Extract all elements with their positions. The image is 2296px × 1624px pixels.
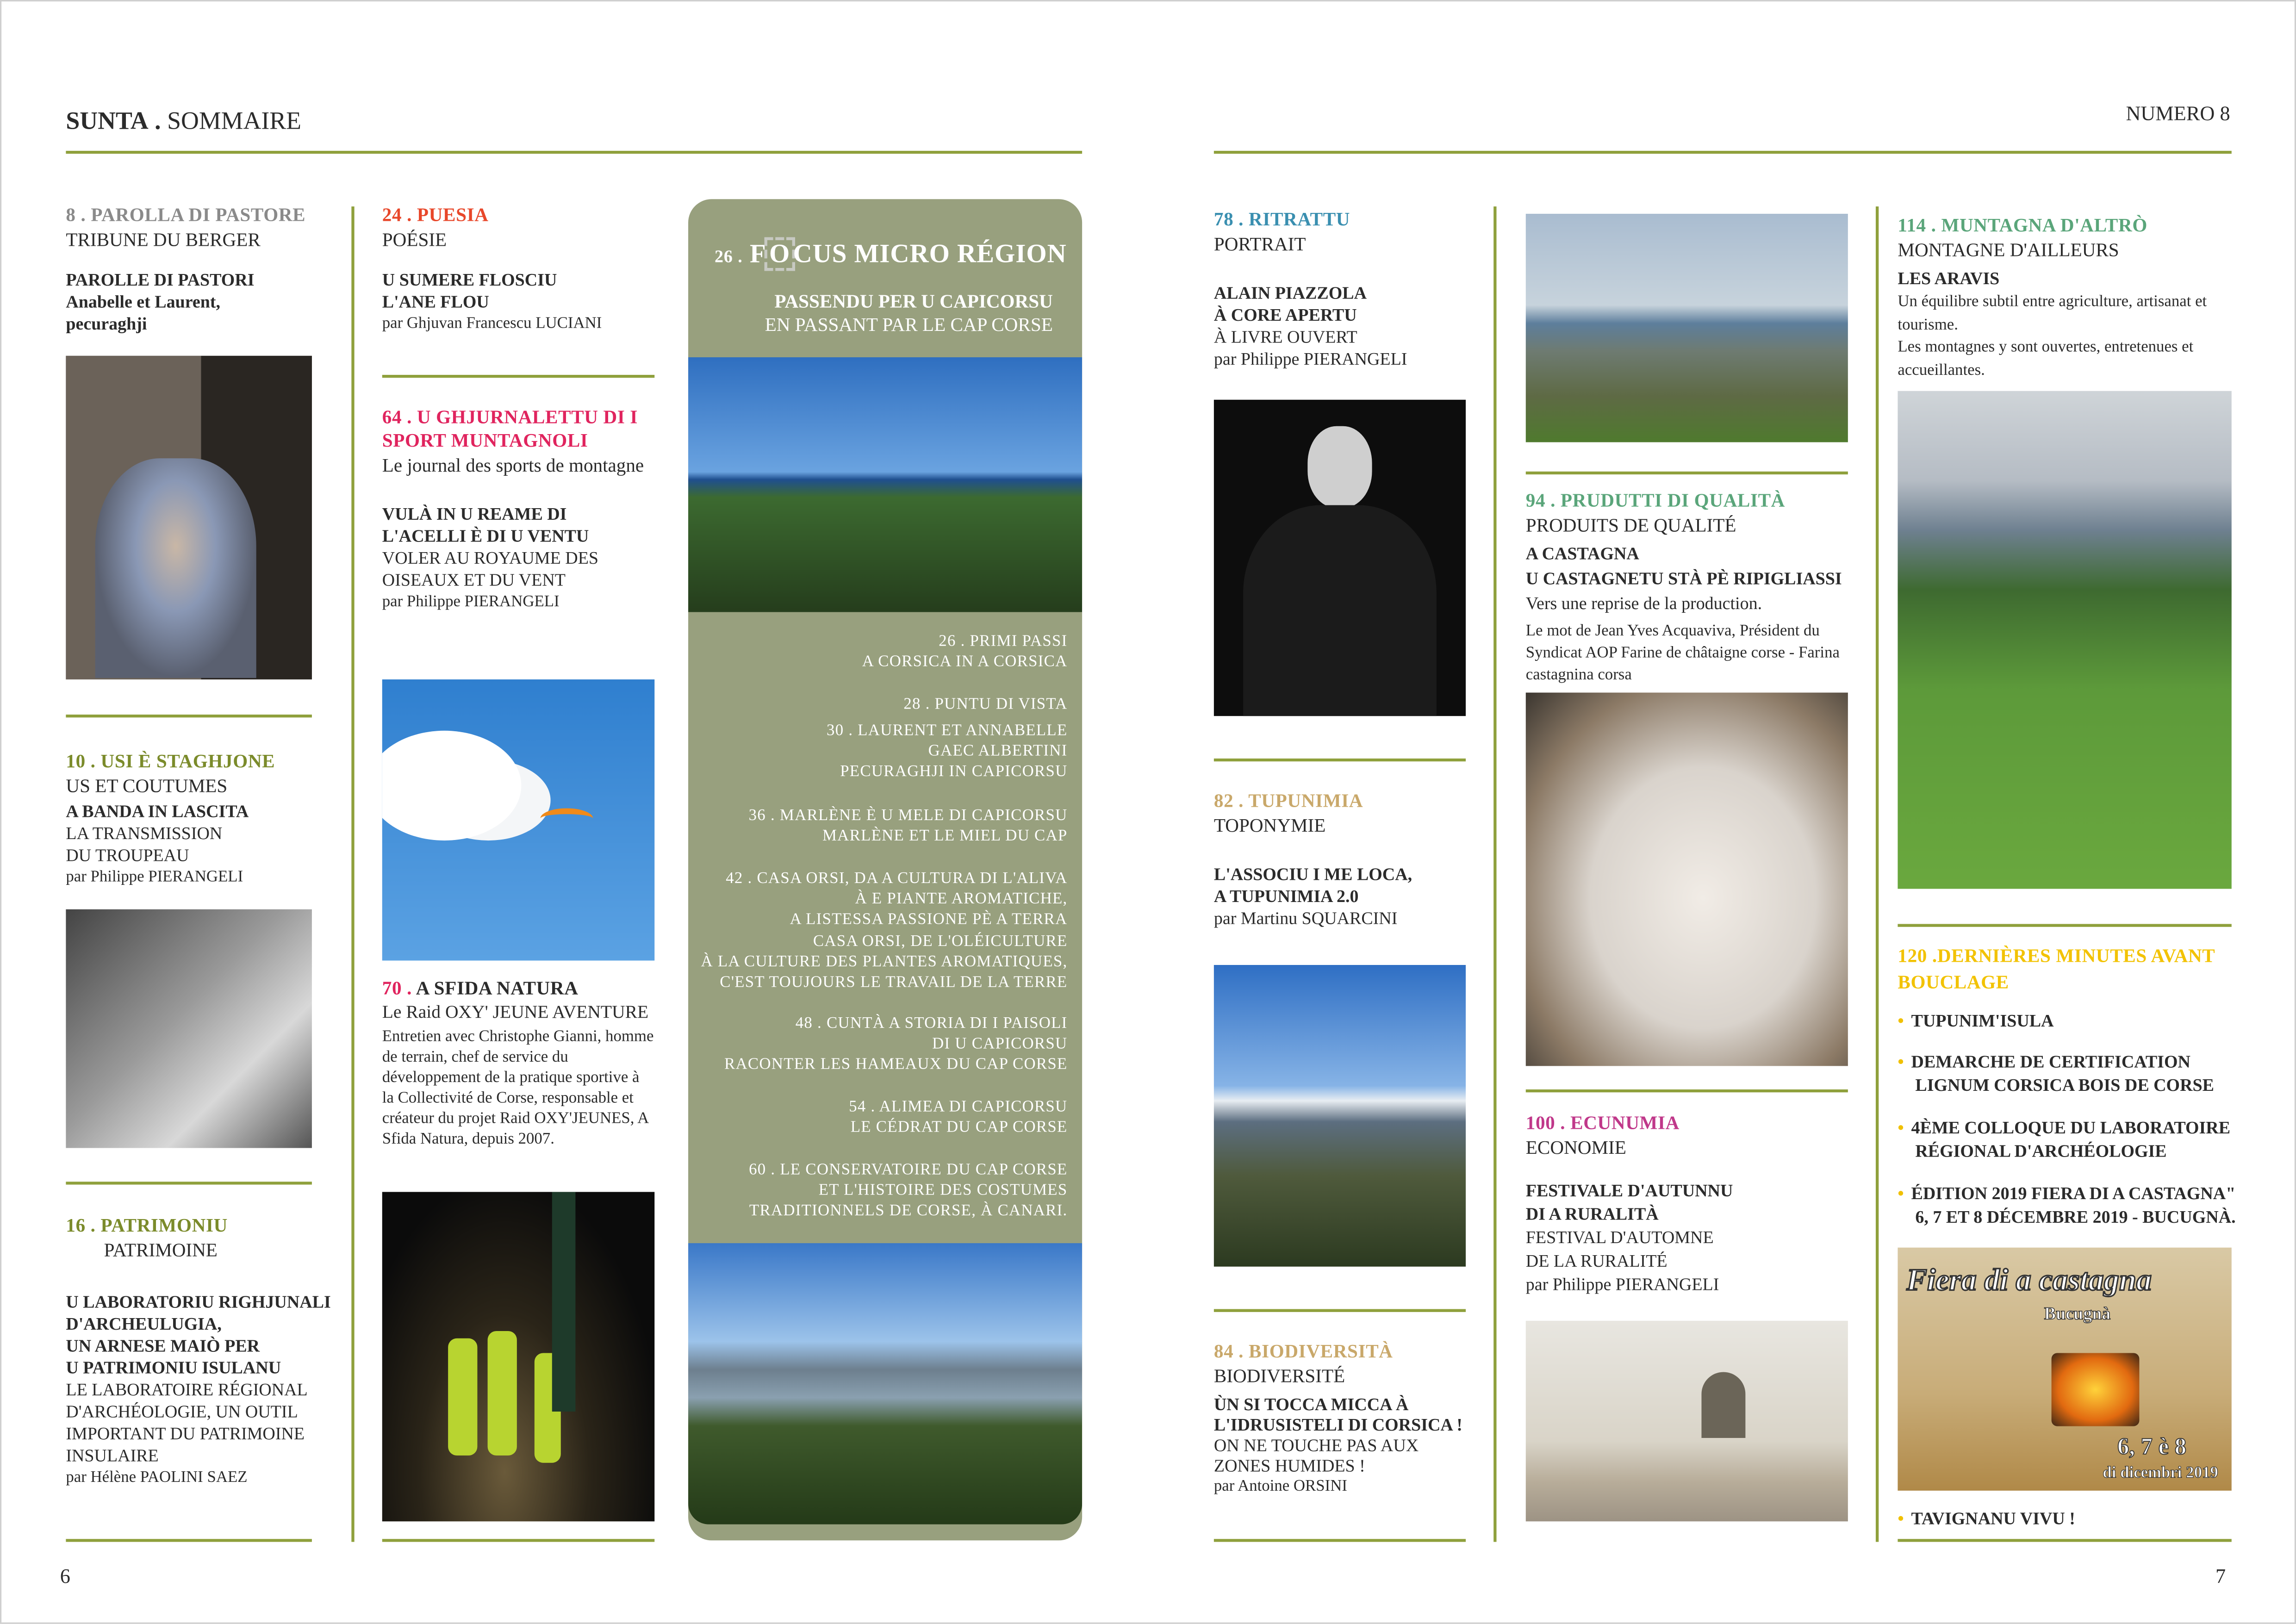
church-gathering-photo	[1526, 1321, 1848, 1521]
decoration	[1307, 426, 1372, 508]
article-line: DU TROUPEAU	[66, 845, 189, 865]
poster-title: Fiera di a castagna	[1906, 1262, 2152, 1298]
section-heading: 10 . USI È STAGHJONE	[66, 749, 275, 772]
article-title: ÙN SI TOCCA MICCA À L'IDRUSISTELI DI CORSICA !	[1213, 1394, 1462, 1435]
author: par Philippe PIERANGELI	[1213, 348, 1407, 369]
article-title: VULÀ IN U REAME DI L'ACELLI È DI U VENTU	[382, 504, 589, 547]
author: par Antoine ORSINI	[1213, 1477, 1347, 1495]
article-line: U PATRIMONIU ISULANU	[66, 1357, 281, 1378]
author: par Philippe PIERANGELI	[66, 868, 243, 886]
section-84[interactable]	[1214, 1340, 1478, 1497]
focus-subtitle-french: EN PASSANT PAR LE CAP CORSE	[765, 313, 1053, 336]
section-subtitle: Le Raid OXY' JEUNE AVENTURE	[382, 1002, 649, 1022]
section-rule	[66, 1539, 312, 1541]
focus-item[interactable]	[903, 694, 1067, 715]
cap-corse-village-photo	[688, 357, 1082, 612]
article-summary: Un équilibre subtil entre agriculture, artisanat et tourisme.	[1898, 292, 2207, 333]
article-summary: Les montagnes y sont ouvertes, entretenues et accueillantes.	[1898, 338, 2194, 379]
poster-dates: 6, 7 è 8	[2117, 1435, 2187, 1460]
bullet-icon: •	[1898, 1117, 1904, 1138]
title-bold: SUNTA	[66, 106, 149, 135]
article-title: L'ASSOCIU I ME LOCA,	[1213, 864, 1412, 884]
article-title: ALAIN PIAZZOLA	[1213, 282, 1367, 303]
bullet-icon: •	[1898, 1010, 1904, 1031]
article-title: FESTIVALE D'AUTUNNU	[1525, 1180, 1733, 1201]
section-24[interactable]	[382, 204, 660, 334]
section-subtitle: MONTAGNE D'AILLEURS	[1898, 238, 2119, 261]
page-title	[66, 107, 301, 136]
list-item[interactable]	[1898, 1182, 2249, 1228]
text-line: TUPUNIM'ISULA	[1911, 1010, 2054, 1031]
text-line: À LA CULTURE DES PLANTES AROMATIQUES,	[701, 953, 1068, 971]
article-line: LE LABORATOIRE RÉGIONAL D'ARCHÉOLOGIE, UN OUTIL IMPORTANT DU PATRIMOINE INSULAIRE	[66, 1379, 307, 1466]
text-line: 60 . LE CONSERVATOIRE DU CAP CORSE	[749, 1161, 1068, 1179]
section-rule	[1898, 1539, 2231, 1541]
text-line: ÉDITION 2019 FIERA DI A CASTAGNA" 6, 7 ET 8 DÉCEMBRE 2019 - BUCUGNÀ.	[1911, 1183, 2236, 1227]
section-subtitle: PATRIMOINE	[104, 1238, 218, 1261]
decoration	[448, 1338, 477, 1456]
header-rule-right	[1214, 151, 2232, 153]
article-line: Anabelle et Laurent,	[66, 291, 221, 312]
article-title: A CASTAGNA	[1525, 543, 1639, 564]
article-summary: Entretien avec Christophe Gianni, homme de terrain, chef de service du développement de la pratique sportive à la Collectivité de Corse, responsable et créateur du projet Raid OXY'JEUNES, A Sfida Natura, depuis 2007.	[382, 1028, 654, 1148]
decoration	[1243, 505, 1437, 716]
text-line: CASA ORSI, DE L'OLÉICULTURE	[813, 932, 1068, 950]
poster-place: Bucugnà	[2044, 1303, 2111, 1324]
section-100[interactable]	[1526, 1111, 1848, 1296]
decoration	[382, 731, 522, 840]
section-rule	[1214, 1309, 1466, 1312]
section-heading: 8 . PAROLLA DI PASTORE	[66, 203, 306, 226]
column-divider	[1493, 206, 1496, 1542]
section-subtitle: BIODIVERSITÉ	[1213, 1364, 1345, 1387]
text-line: DEMARCHE DE CERTIFICATION LIGNUM CORSICA BOIS DE CORSE	[1911, 1051, 2214, 1095]
title-sep: .	[155, 106, 161, 135]
section-heading: 24 . PUESIA	[382, 203, 489, 226]
list-item[interactable]	[1898, 1507, 2227, 1531]
chestnut-flour-photo	[1526, 693, 1848, 1066]
section-subtitle: US ET COUTUMES	[66, 774, 228, 797]
focus-item[interactable]	[749, 805, 1068, 847]
text-line: RACONTER LES HAMEAUX DU CAP CORSE	[724, 1056, 1068, 1074]
text-line: 30 . LAURENT ET ANNABELLE	[827, 722, 1068, 740]
focus-item[interactable]	[827, 721, 1067, 783]
section-70[interactable]	[382, 977, 675, 1149]
focus-item[interactable]	[724, 1013, 1067, 1076]
section-subtitle: ECONOMIE	[1525, 1136, 1626, 1158]
section-16[interactable]	[66, 1214, 341, 1488]
focus-subtitle-corsican: PASSENDU PER U CAPICORSU	[774, 290, 1053, 312]
section-114[interactable]	[1898, 214, 2234, 382]
focus-number: 26 .	[714, 246, 743, 267]
article-line: À LIVRE OUVERT	[1213, 326, 1357, 347]
section-heading: A SFIDA NATURA	[416, 977, 579, 999]
article-line: Vers une reprise de la production.	[1525, 593, 1762, 614]
article-line: UN ARNESE MAIÒ PER	[66, 1335, 260, 1356]
section-heading: 78 . RITRATTU	[1213, 208, 1350, 230]
article-title: PAROLLE DI PASTORI	[66, 269, 255, 290]
section-78[interactable]	[1214, 208, 1478, 370]
text-line: 28 . PUNTU DI VISTA	[903, 695, 1068, 713]
article-line: D'ARCHEULUGIA,	[66, 1313, 222, 1334]
article-line: pecuraghji	[66, 313, 147, 334]
section-heading: 64 . U GHJURNALETTU DI I SPORT MUNTAGNOLI	[382, 405, 638, 451]
alain-piazzola-portrait	[1214, 400, 1466, 716]
decoration	[382, 977, 675, 1000]
text-line: GAEC ALBERTINI	[928, 742, 1068, 760]
section-subtitle: TRIBUNE DU BERGER	[66, 228, 261, 251]
decoration	[95, 458, 256, 678]
text-line: A CORSICA IN A CORSICA	[862, 653, 1068, 671]
paraglider-wing-icon	[540, 808, 593, 828]
section-rule	[1526, 472, 1848, 474]
section-heading: 120 .DERNIÈRES MINUTES AVANT BOUCLAGE	[1898, 944, 2215, 993]
author: par Martinu SQUARCINI	[1213, 908, 1398, 928]
list-item[interactable]	[1898, 1050, 2227, 1097]
section-subtitle: Le journal des sports de montagne	[382, 454, 644, 476]
text-line: 26 . PRIMI PASSI	[939, 632, 1068, 650]
night-runners-photo	[382, 1192, 654, 1521]
decoration	[552, 1192, 576, 1412]
section-82[interactable]	[1214, 789, 1478, 930]
section-rule	[382, 375, 654, 377]
column-divider	[351, 206, 354, 1542]
text-line: LE CÉDRAT DU CAP CORSE	[850, 1119, 1068, 1137]
article-title: A BANDA IN LASCITA	[66, 801, 249, 821]
section-rule	[1214, 759, 1466, 761]
list-item[interactable]	[1898, 1116, 2234, 1163]
section-heading: 100 . ECUNUMIA	[1525, 1111, 1680, 1133]
decoration	[1701, 1372, 1745, 1438]
section-94[interactable]	[1526, 489, 1870, 687]
article-title: U SUMERE FLOSCIU	[382, 269, 557, 290]
author: par Hélène PAOLINI SAEZ	[66, 1468, 248, 1487]
bullet-icon: •	[1898, 1183, 1904, 1204]
section-rule	[66, 715, 312, 717]
aerial-coast-photo	[1526, 214, 1848, 442]
section-subtitle: TOPONYMIE	[1213, 814, 1326, 836]
bullet-icon: •	[1898, 1508, 1904, 1529]
section-subtitle: POÉSIE	[382, 228, 447, 251]
issue-number: NUMERO 8	[2126, 104, 2230, 126]
section-heading: 94 . PRUDUTTI DI QUALITÀ	[1525, 489, 1786, 511]
focus-frame-icon: O	[766, 239, 793, 269]
focus-item[interactable]	[749, 1160, 1067, 1222]
section-rule	[382, 1539, 654, 1541]
text-line: ET L'HISTOIRE DES COSTUMES	[818, 1182, 1068, 1200]
section-120[interactable]	[1898, 943, 2227, 996]
text-line: DI U CAPICORSU	[932, 1035, 1068, 1053]
poster-month: di dicembri 2019	[2103, 1464, 2218, 1482]
paraglider-photo	[382, 679, 654, 960]
author: par Philippe PIERANGELI	[1525, 1274, 1719, 1294]
text-line: A LISTESSA PASSIONE PÈ A TERRA	[790, 911, 1068, 929]
section-8[interactable]	[66, 204, 322, 336]
bullet-icon: •	[1898, 1051, 1904, 1072]
section-rule	[1526, 1089, 1848, 1092]
article-line: L'ANE FLOU	[382, 291, 489, 312]
text-line: 42 . CASA ORSI, DA A CULTURA DI L'ALIVA	[726, 870, 1068, 888]
article-line: DE LA RURALITÉ	[1525, 1250, 1668, 1271]
section-heading: 114 . MUNTAGNA D'ALTRÒ	[1898, 213, 2147, 236]
text-line: TRADITIONNELS DE CORSE, À CANARI.	[749, 1202, 1068, 1220]
text-line: À E PIANTE AROMATICHE,	[855, 890, 1068, 908]
section-subtitle: PRODUITS DE QUALITÉ	[1525, 514, 1736, 536]
decoration	[2052, 1353, 2140, 1426]
text-line: 36 . MARLÈNE È U MELE DI CAPICORSU	[748, 807, 1068, 825]
author: par Ghjuvan Francescu LUCIANI	[382, 315, 602, 333]
article-title: LES ARAVIS	[1898, 268, 2000, 289]
article-line: DI A RURALITÀ	[1525, 1203, 1659, 1225]
section-rule	[1898, 924, 2231, 926]
section-rule	[1214, 1539, 1466, 1541]
author: par Philippe PIERANGELI	[382, 593, 560, 611]
mountain-landscape-photo	[1214, 965, 1466, 1267]
article-line: A TUPUNIMIA 2.0	[1213, 886, 1359, 907]
column-divider	[1876, 206, 1878, 1542]
text-line: 54 . ALIMEA DI CAPICORSU	[849, 1098, 1068, 1116]
article-summary: Le mot de Jean Yves Acquaviva, Président du Syndicat AOP Farine de châtaigne corse - Farina castagnina corsa	[1525, 622, 1840, 684]
article-line: U CASTAGNETU STÀ PÈ RIPIGLIASSI	[1525, 568, 1842, 589]
aravis-mountain-photo	[1898, 391, 2231, 889]
section-number: 70 .	[382, 977, 412, 999]
focus-panel[interactable]	[688, 199, 1082, 1540]
fiera-castagna-poster	[1898, 1248, 2231, 1491]
article-line: ON NE TOUCHE PAS AUX ZONES HUMIDES !	[1213, 1435, 1419, 1476]
article-title: U LABORATORIU RIGHJUNALI	[66, 1291, 331, 1312]
text-line: TAVIGNANU VIVU !	[1911, 1508, 2075, 1529]
section-heading: 16 . PATRIMONIU	[66, 1213, 228, 1236]
focus-title	[715, 239, 1067, 269]
text-line: 48 . CUNTÀ A STORIA DI I PAISOLI	[795, 1014, 1068, 1033]
focus-item[interactable]	[849, 1097, 1067, 1139]
focus-title-letter: F	[749, 238, 766, 268]
title-rest: SOMMAIRE	[167, 106, 301, 135]
section-heading: 82 . TUPUNIMIA	[1213, 789, 1363, 811]
article-line: VOLER AU ROYAUME DES OISEAUX ET DU VENT	[382, 548, 599, 591]
section-subtitle: PORTRAIT	[1213, 233, 1306, 255]
focus-subtitle	[765, 290, 1053, 336]
focus-item[interactable]	[862, 631, 1068, 673]
header-rule-left	[66, 151, 1082, 153]
woman-reading-photo	[66, 909, 312, 1148]
section-10[interactable]	[66, 750, 344, 887]
page-number-left: 6	[60, 1567, 70, 1589]
article-line: FESTIVAL D'AUTOMNE	[1525, 1227, 1714, 1248]
section-rule	[66, 1182, 312, 1184]
text-line: PECURAGHJI IN CAPICORSU	[840, 763, 1068, 781]
text-line: 4ÈME COLLOQUE DU LABORATOIRE RÉGIONAL D'ARCHÉOLOGIE	[1911, 1117, 2231, 1161]
text-line: C'EST TOUJOURS LE TRAVAIL DE LA TERRE	[720, 974, 1068, 992]
section-heading: 84 . BIODIVERSITÀ	[1213, 1339, 1393, 1362]
text-line: MARLÈNE ET LE MIEL DU CAP	[822, 828, 1068, 846]
list-item[interactable]	[1898, 1009, 2227, 1033]
shepherd-family-photo	[66, 356, 312, 679]
decoration	[488, 1331, 517, 1456]
focus-title-rest: CUS MICRO RÉGION	[793, 238, 1067, 268]
focus-item[interactable]	[701, 868, 1068, 993]
article-line: LA TRANSMISSION	[66, 823, 223, 844]
cap-corse-coast-photo	[688, 1243, 1082, 1524]
section-64[interactable]	[382, 405, 654, 612]
page-number-right: 7	[2215, 1567, 2226, 1589]
article-line: À CORE APERTU	[1213, 305, 1357, 325]
